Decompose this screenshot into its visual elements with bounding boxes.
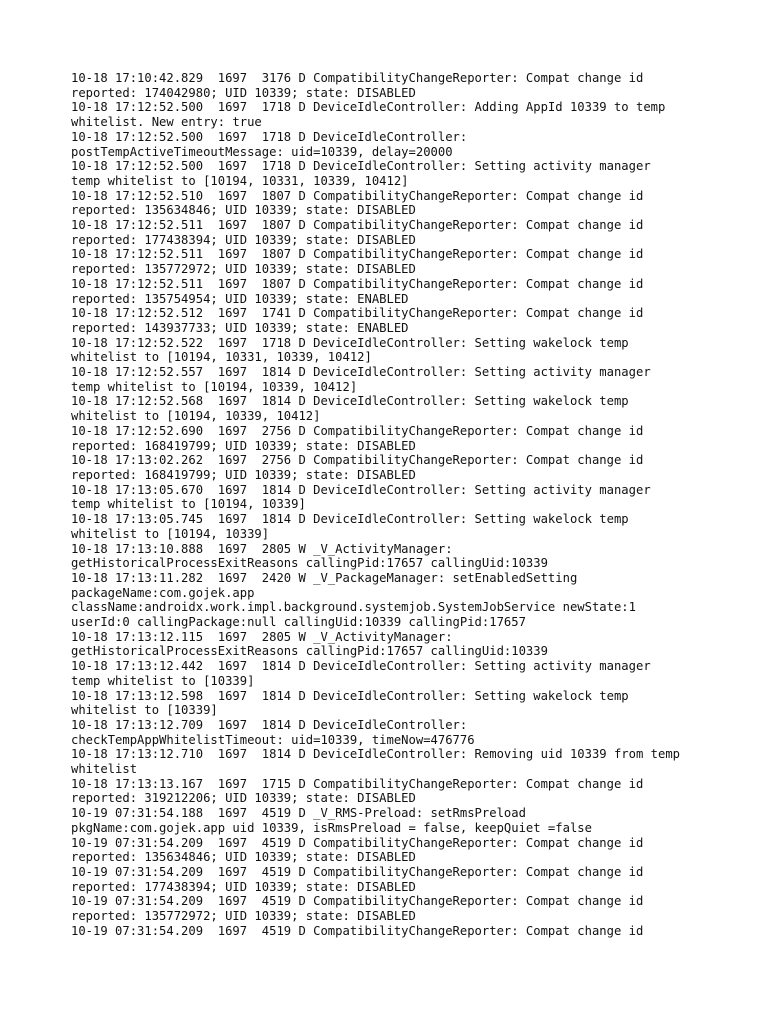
log-line: 10-18 17:12:52.500 1697 1718 D DeviceIdleController: Setting activity manager bbox=[71, 159, 651, 174]
log-line: reported: 168419799; UID 10339; state: DISABLED bbox=[71, 438, 416, 453]
log-line: 10-18 17:13:13.167 1697 1715 D CompatibilityChangeReporter: Compat change id bbox=[71, 776, 644, 791]
log-line: 10-18 17:12:52.511 1697 1807 D CompatibilityChangeReporter: Compat change id bbox=[71, 247, 644, 262]
log-line: userId:0 callingPackage:null callingUid:10339 callingPid:17657 bbox=[71, 615, 526, 630]
log-line: 10-19 07:31:54.209 1697 4519 D CompatibilityChangeReporter: Compat change id bbox=[71, 864, 644, 879]
log-line: 10-19 07:31:54.209 1697 4519 D CompatibilityChangeReporter: Compat change id bbox=[71, 894, 644, 909]
log-line: 10-19 07:31:54.209 1697 4519 D CompatibilityChangeReporter: Compat change id bbox=[71, 923, 644, 938]
log-line: reported: 143937733; UID 10339; state: ENABLED bbox=[71, 320, 409, 335]
log-line: reported: 135772972; UID 10339; state: DISABLED bbox=[71, 262, 416, 277]
log-line: whitelist to [10339] bbox=[71, 703, 218, 718]
log-line: 10-18 17:12:52.690 1697 2756 D CompatibilityChangeReporter: Compat change id bbox=[71, 423, 644, 438]
log-line: 10-18 17:13:12.598 1697 1814 D DeviceIdleController: Setting wakelock temp bbox=[71, 688, 629, 703]
log-line: temp whitelist to [10194, 10331, 10339, 10412] bbox=[71, 173, 409, 188]
log-line: 10-18 17:13:10.888 1697 2805 W _V_ActivityManager: bbox=[71, 541, 453, 556]
log-line: 10-18 17:13:12.442 1697 1814 D DeviceIdleController: Setting activity manager bbox=[71, 659, 651, 674]
log-line: reported: 135634846; UID 10339; state: DISABLED bbox=[71, 203, 416, 218]
log-line: reported: 168419799; UID 10339; state: DISABLED bbox=[71, 467, 416, 482]
log-line: temp whitelist to [10194, 10339] bbox=[71, 497, 306, 512]
log-line: 10-18 17:13:11.282 1697 2420 W _V_PackageManager: setEnabledSetting bbox=[71, 570, 578, 585]
log-line: 10-18 17:13:12.710 1697 1814 D DeviceIdleController: Removing uid 10339 from temp bbox=[71, 747, 681, 762]
log-line: packageName:com.gojek.app bbox=[71, 585, 255, 600]
log-line: whitelist bbox=[71, 762, 138, 777]
log-line: 10-18 17:10:42.829 1697 3176 D CompatibilityChangeReporter: Compat change id bbox=[71, 71, 644, 85]
log-line: reported: 135634846; UID 10339; state: DISABLED bbox=[71, 850, 416, 865]
log-line: 10-18 17:13:02.262 1697 2756 D CompatibilityChangeReporter: Compat change id bbox=[71, 453, 644, 468]
log-line: temp whitelist to [10339] bbox=[71, 673, 255, 688]
log-line: pkgName:com.gojek.app uid 10339, isRmsPreload = false, keepQuiet =false bbox=[71, 820, 592, 835]
log-line: whitelist. New entry: true bbox=[71, 115, 262, 130]
log-line: 10-18 17:12:52.500 1697 1718 D DeviceIdleController: Adding AppId 10339 to temp bbox=[71, 100, 666, 115]
log-line: getHistoricalProcessExitReasons callingPid:17657 callingUid:10339 bbox=[71, 644, 548, 659]
log-line: reported: 174042980; UID 10339; state: DISABLED bbox=[71, 85, 416, 100]
log-line: 10-18 17:12:52.557 1697 1814 D DeviceIdleController: Setting activity manager bbox=[71, 365, 651, 380]
log-line: temp whitelist to [10194, 10339, 10412] bbox=[71, 379, 358, 394]
log-line: 10-19 07:31:54.209 1697 4519 D CompatibilityChangeReporter: Compat change id bbox=[71, 835, 644, 850]
log-line: reported: 319212206; UID 10339; state: DISABLED bbox=[71, 791, 416, 806]
log-text-block bbox=[71, 71, 711, 938]
log-line: 10-18 17:12:52.511 1697 1807 D CompatibilityChangeReporter: Compat change id bbox=[71, 218, 644, 233]
log-line: 10-18 17:12:52.511 1697 1807 D CompatibilityChangeReporter: Compat change id bbox=[71, 276, 644, 291]
log-line: reported: 177438394; UID 10339; state: DISABLED bbox=[71, 879, 416, 894]
log-line: 10-18 17:13:05.745 1697 1814 D DeviceIdleController: Setting wakelock temp bbox=[71, 512, 629, 527]
log-line: 10-18 17:12:52.500 1697 1718 D DeviceIdleController: bbox=[71, 129, 468, 144]
log-line: reported: 135772972; UID 10339; state: DISABLED bbox=[71, 909, 416, 924]
log-line: postTempActiveTimeoutMessage: uid=10339, delay=20000 bbox=[71, 144, 453, 159]
log-line: 10-18 17:12:52.568 1697 1814 D DeviceIdleController: Setting wakelock temp bbox=[71, 394, 629, 409]
log-line: reported: 135754954; UID 10339; state: ENABLED bbox=[71, 291, 409, 306]
log-line: 10-18 17:13:12.709 1697 1814 D DeviceIdleController: bbox=[71, 717, 468, 732]
log-line: 10-19 07:31:54.188 1697 4519 D _V_RMS-Preload: setRmsPreload bbox=[71, 806, 526, 821]
log-line: 10-18 17:13:12.115 1697 2805 W _V_ActivityManager: bbox=[71, 629, 453, 644]
log-line: reported: 177438394; UID 10339; state: DISABLED bbox=[71, 232, 416, 247]
log-line: getHistoricalProcessExitReasons callingPid:17657 callingUid:10339 bbox=[71, 556, 548, 571]
log-line: 10-18 17:12:52.510 1697 1807 D CompatibilityChangeReporter: Compat change id bbox=[71, 188, 644, 203]
log-line: 10-18 17:13:05.670 1697 1814 D DeviceIdleController: Setting activity manager bbox=[71, 482, 651, 497]
log-line: whitelist to [10194, 10331, 10339, 10412] bbox=[71, 350, 372, 365]
log-line: 10-18 17:12:52.522 1697 1718 D DeviceIdleController: Setting wakelock temp bbox=[71, 335, 629, 350]
log-line: whitelist to [10194, 10339] bbox=[71, 526, 270, 541]
log-line: 10-18 17:12:52.512 1697 1741 D CompatibilityChangeReporter: Compat change id bbox=[71, 306, 644, 321]
log-line: whitelist to [10194, 10339, 10412] bbox=[71, 409, 321, 424]
log-line: checkTempAppWhitelistTimeout: uid=10339, timeNow=476776 bbox=[71, 732, 475, 747]
log-line: className:androidx.work.impl.background.systemjob.SystemJobService newState:1 bbox=[71, 600, 636, 615]
